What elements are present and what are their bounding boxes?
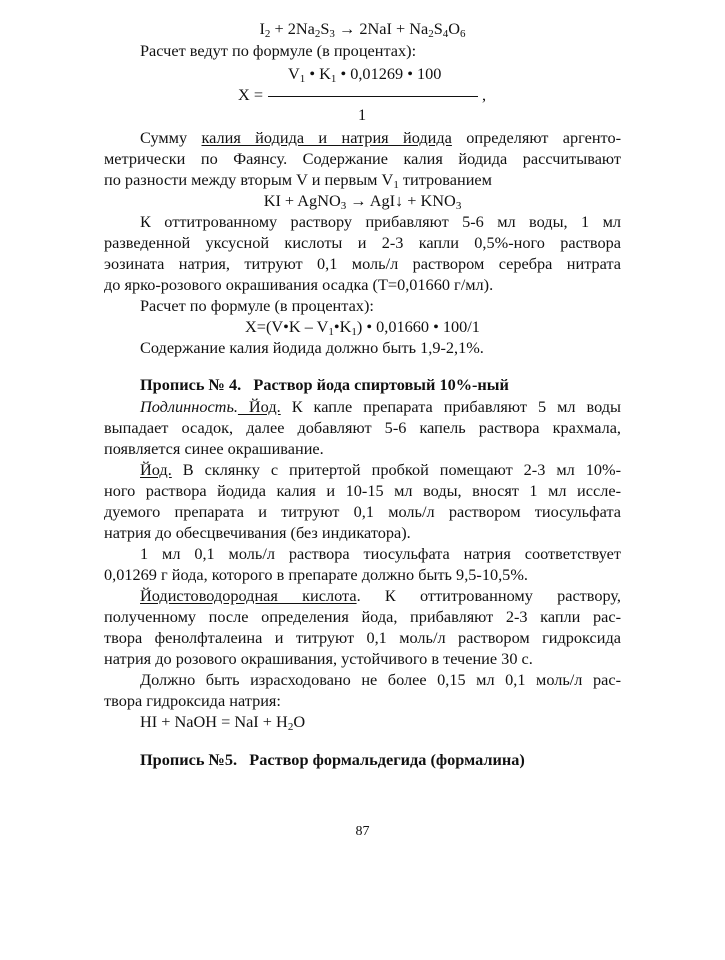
fraction-denominator: 1: [358, 105, 367, 124]
fraction-numerator: $V_1$ • $K_1$ • 0,01269 • 100: [288, 64, 442, 85]
ki-content: Содержание калия йодида должно быть 1,9-2,1%.: [140, 338, 484, 357]
equiv-line2: 0,01269 г йода, которого в препарате должно быть 9,5-10,5%.: [104, 565, 528, 584]
formula-ki: X=(V•K – $V_1•K_1$) • 0,01660 • 100/1: [245, 317, 480, 338]
auth-line1: Подлинность. Йод. К капле препарата прибавляют 5 мл воды: [140, 397, 621, 416]
para-titration-line1: К оттитрованному раствору прибавляют 5-6 мл воды, 1 мл: [140, 212, 621, 231]
spend-line1: Должно быть израсходовано не более 0,15 мл 0,1 моль/л рас-: [140, 670, 621, 689]
hi-line2: полученному после определения йода, прибавляют 2-3 капли рас-: [104, 607, 621, 626]
calc2-intro: Расчет по формуле (в процентах):: [140, 296, 374, 315]
hi-line4: натрия до розового окрашивания, устойчивого в течение 30 с.: [104, 649, 533, 668]
calc-intro: Расчет ведут по формуле (в процентах):: [140, 41, 417, 60]
auth-line3: появляется синее окрашивание.: [104, 439, 324, 458]
hi-line3: твора фенолфталеина и титруют 0,1 моль/л раствором гидроксида: [104, 628, 621, 647]
equation-hi: HI + NaOH = NaI + $H_2O$: [140, 712, 306, 733]
hi-line1: Йодистоводородная кислота. К оттитрованному раствору,: [140, 586, 622, 605]
fraction-bar: [268, 96, 478, 97]
para-titration-line3: эозината натрия, титруют 0,1 моль/л раствором серебра нитрата: [104, 254, 621, 273]
auth-line2: выпадает осадок, далее добавляют 5-6 капель раствора крахмала,: [104, 418, 621, 437]
fraction-comma: ,: [482, 85, 487, 104]
iod-line3: дуемого препарата и титруют 0,1 моль/л раствором тиосульфата: [104, 502, 621, 521]
iod-line2: ного раствора йодида калия и 10-15 мл воды, вносят 1 мл иссле-: [104, 481, 621, 500]
iod-line1: Йод. В склянку с притертой пробкой помещают 2-3 мл 10%-: [140, 460, 621, 479]
heading-recipe-5: Пропись №5. Раствор формальдегида (формалина): [140, 750, 525, 769]
para-titration-line4: до ярко-розового окрашивания осадка (Т=0,01660 г/мл).: [104, 275, 494, 294]
para-sum-line2: метрически по Фаянсу. Содержание калия йодида рассчитывают: [104, 149, 621, 168]
spend-line2: твора гидроксида натрия:: [104, 691, 281, 710]
para-titration-line2: разведенной уксусной кислоты и 2-3 капли 0,5%-ного раствора: [104, 233, 621, 252]
fraction-lhs: X =: [238, 85, 264, 104]
equiv-line1: 1 мл 0,1 моль/л раствора тиосульфата натрия соответствует: [140, 544, 621, 563]
equation-ki: KI + AgNO$_3$ → AgI↓ + $KNO_3$: [263, 191, 462, 212]
heading-recipe-4: Пропись № 4. Раствор йода спиртовый 10%-ный: [140, 375, 509, 394]
para-sum-line1: Сумму калия йодида и натрия йодида определяют аргенто-: [140, 128, 622, 147]
page-number: 87: [355, 824, 370, 839]
para-sum-line3: по разности между вторым V и первым $V_1$ титрованием: [104, 170, 492, 191]
iod-line4: натрия до обесцвечивания (без индикатора).: [104, 523, 411, 542]
equation-thiosulfate: $I_2 + 2Na_2S_3 \to 2NaI + Na_2S_4O_6$: [259, 19, 466, 40]
